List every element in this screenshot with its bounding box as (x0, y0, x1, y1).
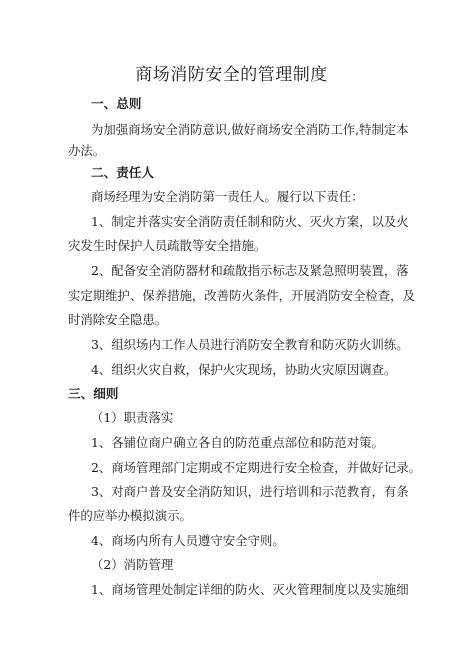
section-heading-general: 一、总则 (91, 96, 142, 111)
paragraph-line: 2、商场管理部门定期或不定期进行安全检查，并做好记录。 (91, 460, 422, 475)
section-heading-responsible-person: 二、责任人 (91, 165, 154, 180)
paragraph-line: 时消除安全隐患。 (68, 312, 168, 327)
paragraph-line: 商场经理为安全消防第一责任人。履行以下责任： (91, 189, 364, 204)
paragraph-line: 3、组织场内工作人员进行消防安全教育和防灭防火训练。 (91, 337, 409, 352)
paragraph-line: 4、组织火灾自救，保护火灾现场，协助火灾原因调查。 (91, 362, 397, 377)
subsection-label: （2）消防管理 (91, 557, 174, 572)
section-heading-details: 三、细则 (68, 386, 119, 401)
paragraph-line: 办法。 (68, 143, 106, 158)
subsection-label: （1）职责落实 (91, 410, 174, 425)
paragraph-line: 实定期维护、保养措施，改善防火条件，开展消防安全检查，及 (68, 288, 415, 303)
paragraph-line: 3、对商户普及安全消防知识，进行培训和示范教育，有条 (91, 484, 409, 499)
paragraph-line: 灾发生时保护人员疏散等安全措施。 (68, 238, 267, 253)
paragraph-line: 4、商场内所有人员遵守安全守则。 (91, 533, 285, 548)
paragraph-line: 1、制定并落实安全消防责任制和防火、灭火方案，以及火 (91, 214, 409, 229)
paragraph-line: 1、各铺位商户确立各自的防范重点部位和防范对策。 (91, 435, 384, 450)
document-title: 商场消防安全的管理制度 (135, 65, 328, 85)
paragraph-line: 1、商场管理处制定详细的防火、灭火管理制度以及实施细 (91, 582, 409, 597)
paragraph-line: 为加强商场安全消防意识,做好商场安全消防工作,特制定本 (91, 122, 409, 137)
paragraph-line: 件的应举办模拟演示。 (68, 508, 192, 523)
paragraph-line: 2、配备安全消防器材和疏散指示标志及紧急照明装置，落 (91, 263, 409, 278)
